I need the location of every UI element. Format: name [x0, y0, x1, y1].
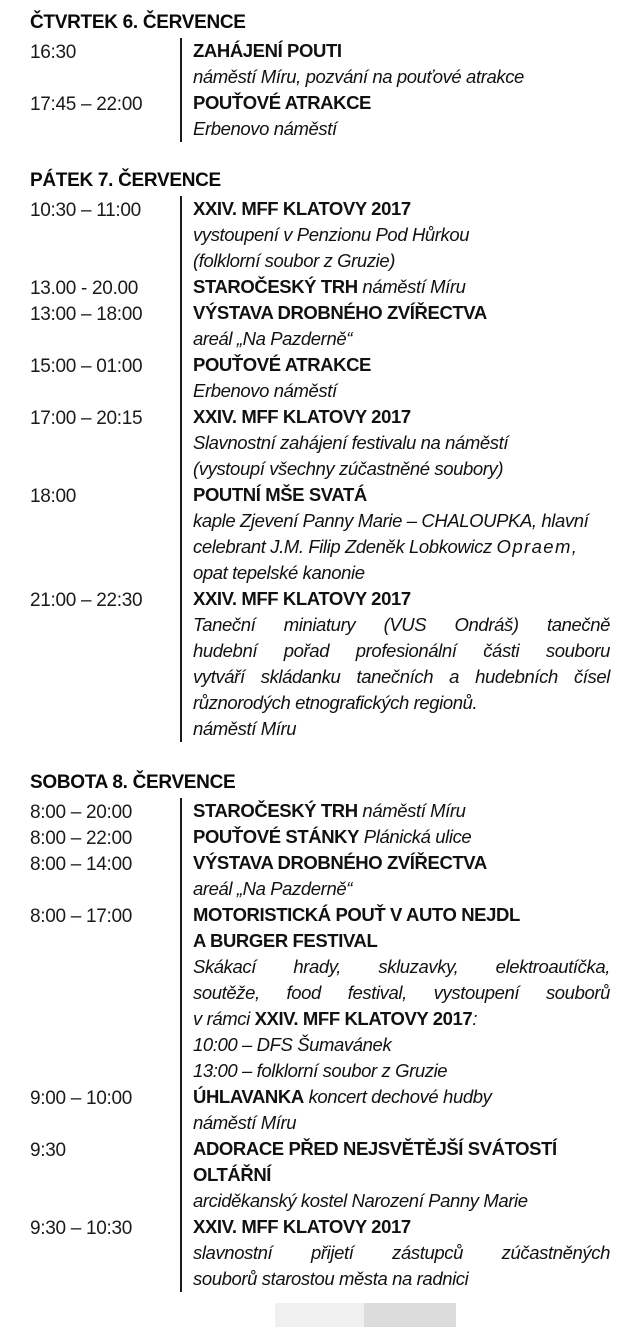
event-note: různorodých etnografických regionů. — [193, 692, 478, 713]
event-time: 9:00 – 10:00 — [30, 1088, 133, 1109]
event-detail-line — [193, 1268, 468, 1290]
event-title: POUŤOVÉ STÁNKY — [193, 826, 360, 847]
event-detail-line — [193, 1086, 491, 1108]
event-detail-line — [193, 1242, 610, 1264]
event-title: XXIV. MFF KLATOVY 2017 — [193, 1216, 411, 1237]
event-detail-line — [193, 118, 337, 140]
event-detail-line — [193, 930, 377, 952]
event-note: : — [472, 1008, 478, 1029]
event-note: opat tepelské kanonie — [193, 562, 365, 583]
event-time: 15:00 – 01:00 — [30, 356, 143, 377]
event-note: soutěže, food festival, vystoupení souborů — [193, 982, 610, 1003]
event-title: ZAHÁJENÍ POUTI — [193, 40, 342, 61]
event-note: 10:00 – DFS Šumavánek — [193, 1034, 392, 1055]
event-note: Taneční miniatury (VUS Ondráš) tanečně — [193, 614, 610, 635]
event-note: náměstí Míru — [193, 1112, 297, 1133]
event-detail-line — [193, 692, 477, 714]
event-detail-line — [193, 800, 466, 822]
event-detail-line — [193, 1138, 557, 1160]
event-title: OLTÁŘNÍ — [193, 1164, 272, 1185]
event-detail-line — [193, 484, 367, 506]
event-note: Opraem — [496, 536, 572, 557]
event-detail-line — [193, 354, 371, 376]
vertical-divider — [180, 196, 182, 742]
event-note: arciděkanský kostel Narození Panny Marie — [193, 1190, 528, 1211]
event-note: náměstí Míru, pozvání na pouťové atrakce — [193, 66, 524, 87]
day-header: SOBOTA 8. ČERVENCE — [30, 772, 236, 793]
event-title: VÝSTAVA DROBNÉHO ZVÍŘECTVA — [193, 852, 487, 873]
event-title: XXIV. MFF KLATOVY 2017 — [254, 1008, 473, 1029]
footer-bar-light — [275, 1303, 364, 1327]
event-detail-line — [193, 66, 524, 88]
event-detail-line — [193, 1060, 447, 1082]
event-detail-line — [193, 588, 411, 610]
event-detail-line — [193, 1008, 477, 1030]
event-note: kaple Zjevení Panny Marie – CHALOUPKA, hlavní — [193, 510, 589, 531]
event-detail-line — [193, 1112, 296, 1134]
event-title: XXIV. MFF KLATOVY 2017 — [193, 588, 411, 609]
event-detail-line — [193, 1190, 528, 1212]
event-detail-line — [193, 1164, 271, 1186]
event-note: vytváří skládanku tanečních a hudebních čísel — [193, 666, 610, 687]
event-time: 16:30 — [30, 42, 77, 63]
event-time: 8:00 – 17:00 — [30, 906, 133, 927]
event-title: POUŤOVÉ ATRAKCE — [193, 92, 371, 113]
event-detail-line — [193, 878, 352, 900]
event-title: ÚHLAVANKA — [193, 1086, 304, 1107]
event-note: koncert dechové hudby — [303, 1086, 492, 1107]
event-detail-line — [193, 718, 296, 740]
event-note: náměstí Míru — [357, 276, 466, 297]
event-detail-line — [193, 432, 508, 454]
event-title: STAROČESKÝ TRH — [193, 800, 358, 821]
event-detail-line — [193, 1216, 411, 1238]
event-detail-line — [193, 328, 352, 350]
event-note: areál „Na Pazderně“ — [193, 878, 352, 899]
event-note: vystoupení v Penzionu Pod Hůrkou — [193, 224, 470, 245]
event-detail-line — [193, 92, 371, 114]
event-detail-line — [193, 510, 588, 532]
event-note: v rámci — [193, 1008, 255, 1029]
event-time: 10:30 – 11:00 — [30, 200, 141, 221]
event-detail-line — [193, 406, 411, 428]
event-title: VÝSTAVA DROBNÉHO ZVÍŘECTVA — [193, 302, 487, 323]
event-title: POUŤOVÉ ATRAKCE — [193, 354, 371, 375]
event-note: 13:00 – folklorní soubor z Gruzie — [193, 1060, 448, 1081]
event-note: (vystoupí všechny zúčastněné soubory) — [193, 458, 504, 479]
event-detail-line — [193, 276, 466, 298]
event-time: 21:00 – 22:30 — [30, 590, 143, 611]
event-note: náměstí Míru — [193, 718, 297, 739]
event-note: Plánická ulice — [359, 826, 472, 847]
event-time: 9:30 — [30, 1140, 66, 1161]
event-detail-line — [193, 666, 610, 688]
event-detail-line — [193, 536, 577, 558]
event-time: 17:45 – 22:00 — [30, 94, 143, 115]
vertical-divider — [180, 38, 182, 142]
event-title: MOTORISTICKÁ POUŤ V AUTO NEJDL — [193, 904, 520, 925]
event-time: 18:00 — [30, 486, 77, 507]
event-detail-line — [193, 224, 469, 246]
event-detail-line — [193, 614, 610, 636]
event-detail-line — [193, 302, 487, 324]
event-note: , — [571, 536, 577, 557]
event-note: (folklorní soubor z Gruzie) — [193, 250, 396, 271]
event-note: souborů starostou města na radnici — [193, 1268, 469, 1289]
event-detail-line — [193, 198, 411, 220]
event-title: XXIV. MFF KLATOVY 2017 — [193, 198, 411, 219]
event-note: Erbenovo náměstí — [193, 118, 337, 139]
event-note: náměstí Míru — [357, 800, 466, 821]
event-title: XXIV. MFF KLATOVY 2017 — [193, 406, 411, 427]
event-detail-line — [193, 640, 610, 662]
vertical-divider — [180, 798, 182, 1292]
event-time: 13:00 – 18:00 — [30, 304, 143, 325]
event-time: 13.00 - 20.00 — [30, 278, 139, 299]
event-detail-line — [193, 904, 520, 926]
event-note: Slavnostní zahájení festivalu na náměstí — [193, 432, 509, 453]
event-note: Skákací hrady, skluzavky, elektroautíčka, — [193, 956, 610, 977]
event-detail-line — [193, 562, 365, 584]
event-detail-line — [193, 852, 487, 874]
event-detail-line — [193, 956, 610, 978]
footer-bar-dark — [364, 1303, 456, 1327]
event-note: slavnostní přijetí zástupců zúčastněných — [193, 1242, 610, 1263]
event-detail-line — [193, 250, 395, 272]
event-title: A BURGER FESTIVAL — [193, 930, 378, 951]
event-detail-line — [193, 1034, 391, 1056]
event-note: areál „Na Pazderně“ — [193, 328, 352, 349]
event-note: celebrant J.M. Filip Zdeněk Lobkowicz — [193, 536, 497, 557]
day-header: PÁTEK 7. ČERVENCE — [30, 170, 221, 191]
event-time: 17:00 – 20:15 — [30, 408, 143, 429]
event-detail-line — [193, 458, 503, 480]
event-detail-line — [193, 982, 610, 1004]
event-note: Erbenovo náměstí — [193, 380, 337, 401]
event-time: 8:00 – 14:00 — [30, 854, 133, 875]
day-header: ČTVRTEK 6. ČERVENCE — [30, 12, 246, 33]
event-title: POUTNÍ MŠE SVATÁ — [193, 484, 367, 505]
event-time: 9:30 – 10:30 — [30, 1218, 133, 1239]
event-time: 8:00 – 20:00 — [30, 802, 133, 823]
event-title: ADORACE PŘED NEJSVĚTĚJŠÍ SVÁTOSTÍ — [193, 1138, 557, 1159]
event-note: hudební pořad profesionální části souboru — [193, 640, 610, 661]
event-detail-line — [193, 826, 471, 848]
event-detail-line — [193, 380, 337, 402]
event-time: 8:00 – 22:00 — [30, 828, 133, 849]
event-detail-line — [193, 40, 342, 62]
event-title: STAROČESKÝ TRH — [193, 276, 358, 297]
